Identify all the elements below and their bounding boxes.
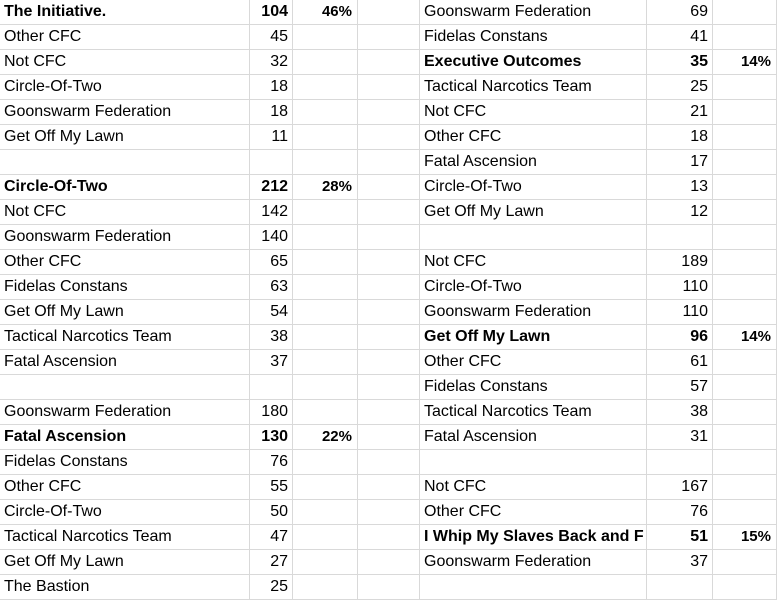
- right-count-cell[interactable]: [647, 575, 713, 600]
- right-count-cell[interactable]: 18: [647, 125, 713, 150]
- right-percent-cell[interactable]: [713, 575, 777, 600]
- right-alliance-name-cell[interactable]: Get Off My Lawn: [420, 200, 647, 225]
- left-alliance-name-cell[interactable]: Other CFC: [0, 250, 250, 275]
- right-count-cell[interactable]: 51: [647, 525, 713, 550]
- right-percent-cell[interactable]: [713, 250, 777, 275]
- left-alliance-name-cell[interactable]: Fidelas Constans: [0, 450, 250, 475]
- empty-cell[interactable]: [358, 250, 420, 275]
- empty-cell[interactable]: [358, 550, 420, 575]
- left-percent-cell[interactable]: [293, 375, 358, 400]
- left-count-cell[interactable]: [250, 150, 293, 175]
- empty-cell[interactable]: [358, 175, 420, 200]
- left-alliance-name-cell[interactable]: Get Off My Lawn: [0, 300, 250, 325]
- left-alliance-name-cell[interactable]: Circle-Of-Two: [0, 75, 250, 100]
- left-alliance-name-cell[interactable]: Goonswarm Federation: [0, 100, 250, 125]
- left-percent-cell[interactable]: 28%: [293, 175, 358, 200]
- left-alliance-name-cell[interactable]: Goonswarm Federation: [0, 225, 250, 250]
- left-count-cell[interactable]: 11: [250, 125, 293, 150]
- right-percent-cell[interactable]: [713, 200, 777, 225]
- right-percent-cell[interactable]: [713, 550, 777, 575]
- right-alliance-name-cell[interactable]: Executive Outcomes: [420, 50, 647, 75]
- left-percent-cell[interactable]: [293, 225, 358, 250]
- left-percent-cell[interactable]: [293, 300, 358, 325]
- left-alliance-name-cell[interactable]: Tactical Narcotics Team: [0, 325, 250, 350]
- right-alliance-name-cell[interactable]: [420, 225, 647, 250]
- right-count-cell[interactable]: [647, 225, 713, 250]
- left-percent-cell[interactable]: 46%: [293, 0, 358, 25]
- left-alliance-name-cell[interactable]: Fatal Ascension: [0, 350, 250, 375]
- right-count-cell[interactable]: 13: [647, 175, 713, 200]
- left-count-cell[interactable]: 63: [250, 275, 293, 300]
- empty-cell[interactable]: [358, 100, 420, 125]
- right-percent-cell[interactable]: [713, 350, 777, 375]
- right-percent-cell[interactable]: [713, 175, 777, 200]
- right-percent-cell[interactable]: [713, 100, 777, 125]
- empty-cell[interactable]: [358, 450, 420, 475]
- right-count-cell[interactable]: 96: [647, 325, 713, 350]
- right-percent-cell[interactable]: [713, 500, 777, 525]
- left-alliance-name-cell[interactable]: The Initiative.: [0, 0, 250, 25]
- right-count-cell[interactable]: 17: [647, 150, 713, 175]
- left-count-cell[interactable]: 54: [250, 300, 293, 325]
- right-alliance-name-cell[interactable]: Goonswarm Federation: [420, 550, 647, 575]
- empty-cell[interactable]: [358, 275, 420, 300]
- left-percent-cell[interactable]: [293, 575, 358, 600]
- left-count-cell[interactable]: 140: [250, 225, 293, 250]
- left-alliance-name-cell[interactable]: [0, 375, 250, 400]
- left-percent-cell[interactable]: [293, 50, 358, 75]
- right-count-cell[interactable]: 37: [647, 550, 713, 575]
- empty-cell[interactable]: [358, 75, 420, 100]
- right-alliance-name-cell[interactable]: Tactical Narcotics Team: [420, 400, 647, 425]
- left-count-cell[interactable]: 104: [250, 0, 293, 25]
- left-alliance-name-cell[interactable]: Fidelas Constans: [0, 275, 250, 300]
- right-percent-cell[interactable]: [713, 125, 777, 150]
- left-percent-cell[interactable]: [293, 75, 358, 100]
- left-percent-cell[interactable]: [293, 450, 358, 475]
- empty-cell[interactable]: [358, 475, 420, 500]
- right-percent-cell[interactable]: 14%: [713, 325, 777, 350]
- left-count-cell[interactable]: 130: [250, 425, 293, 450]
- right-percent-cell[interactable]: [713, 0, 777, 25]
- left-alliance-name-cell[interactable]: The Bastion: [0, 575, 250, 600]
- right-percent-cell[interactable]: [713, 450, 777, 475]
- right-alliance-name-cell[interactable]: Tactical Narcotics Team: [420, 75, 647, 100]
- left-count-cell[interactable]: 212: [250, 175, 293, 200]
- right-alliance-name-cell[interactable]: Circle-Of-Two: [420, 275, 647, 300]
- right-percent-cell[interactable]: [713, 375, 777, 400]
- left-percent-cell[interactable]: [293, 125, 358, 150]
- right-alliance-name-cell[interactable]: Other CFC: [420, 125, 647, 150]
- left-percent-cell[interactable]: [293, 100, 358, 125]
- empty-cell[interactable]: [358, 500, 420, 525]
- right-alliance-name-cell[interactable]: Not CFC: [420, 100, 647, 125]
- right-count-cell[interactable]: 167: [647, 475, 713, 500]
- left-count-cell[interactable]: 32: [250, 50, 293, 75]
- left-count-cell[interactable]: 50: [250, 500, 293, 525]
- right-count-cell[interactable]: 110: [647, 300, 713, 325]
- empty-cell[interactable]: [358, 0, 420, 25]
- empty-cell[interactable]: [358, 325, 420, 350]
- right-alliance-name-cell[interactable]: Other CFC: [420, 500, 647, 525]
- left-percent-cell[interactable]: [293, 250, 358, 275]
- right-percent-cell[interactable]: [713, 225, 777, 250]
- left-count-cell[interactable]: 55: [250, 475, 293, 500]
- right-alliance-name-cell[interactable]: [420, 575, 647, 600]
- right-percent-cell[interactable]: 14%: [713, 50, 777, 75]
- empty-cell[interactable]: [358, 125, 420, 150]
- right-alliance-name-cell[interactable]: Not CFC: [420, 250, 647, 275]
- left-alliance-name-cell[interactable]: Fatal Ascension: [0, 425, 250, 450]
- right-count-cell[interactable]: 110: [647, 275, 713, 300]
- right-alliance-name-cell[interactable]: Goonswarm Federation: [420, 300, 647, 325]
- right-count-cell[interactable]: 12: [647, 200, 713, 225]
- left-count-cell[interactable]: 27: [250, 550, 293, 575]
- left-alliance-name-cell[interactable]: Other CFC: [0, 475, 250, 500]
- right-alliance-name-cell[interactable]: Other CFC: [420, 350, 647, 375]
- left-percent-cell[interactable]: [293, 475, 358, 500]
- empty-cell[interactable]: [358, 300, 420, 325]
- right-alliance-name-cell[interactable]: Circle-Of-Two: [420, 175, 647, 200]
- left-percent-cell[interactable]: [293, 150, 358, 175]
- left-count-cell[interactable]: 142: [250, 200, 293, 225]
- right-alliance-name-cell[interactable]: Goonswarm Federation: [420, 0, 647, 25]
- left-count-cell[interactable]: 65: [250, 250, 293, 275]
- right-count-cell[interactable]: [647, 450, 713, 475]
- right-alliance-name-cell[interactable]: I Whip My Slaves Back and F: [420, 525, 647, 550]
- empty-cell[interactable]: [358, 350, 420, 375]
- left-alliance-name-cell[interactable]: Circle-Of-Two: [0, 500, 250, 525]
- right-alliance-name-cell[interactable]: Fatal Ascension: [420, 425, 647, 450]
- left-count-cell[interactable]: 38: [250, 325, 293, 350]
- right-percent-cell[interactable]: 15%: [713, 525, 777, 550]
- right-count-cell[interactable]: 69: [647, 0, 713, 25]
- right-percent-cell[interactable]: [713, 75, 777, 100]
- right-percent-cell[interactable]: [713, 25, 777, 50]
- left-alliance-name-cell[interactable]: Get Off My Lawn: [0, 125, 250, 150]
- right-count-cell[interactable]: 31: [647, 425, 713, 450]
- left-alliance-name-cell[interactable]: Circle-Of-Two: [0, 175, 250, 200]
- right-percent-cell[interactable]: [713, 400, 777, 425]
- right-count-cell[interactable]: 38: [647, 400, 713, 425]
- left-count-cell[interactable]: 180: [250, 400, 293, 425]
- right-alliance-name-cell[interactable]: Fidelas Constans: [420, 375, 647, 400]
- left-percent-cell[interactable]: [293, 525, 358, 550]
- left-alliance-name-cell[interactable]: Tactical Narcotics Team: [0, 525, 250, 550]
- left-percent-cell[interactable]: [293, 275, 358, 300]
- right-percent-cell[interactable]: [713, 150, 777, 175]
- left-percent-cell[interactable]: [293, 500, 358, 525]
- right-count-cell[interactable]: 189: [647, 250, 713, 275]
- right-alliance-name-cell[interactable]: Not CFC: [420, 475, 647, 500]
- right-count-cell[interactable]: 35: [647, 50, 713, 75]
- left-percent-cell[interactable]: [293, 400, 358, 425]
- left-percent-cell[interactable]: [293, 550, 358, 575]
- left-alliance-name-cell[interactable]: Get Off My Lawn: [0, 550, 250, 575]
- left-count-cell[interactable]: 45: [250, 25, 293, 50]
- empty-cell[interactable]: [358, 150, 420, 175]
- right-count-cell[interactable]: 57: [647, 375, 713, 400]
- right-percent-cell[interactable]: [713, 300, 777, 325]
- left-count-cell[interactable]: [250, 375, 293, 400]
- right-alliance-name-cell[interactable]: [420, 450, 647, 475]
- left-count-cell[interactable]: 18: [250, 100, 293, 125]
- left-alliance-name-cell[interactable]: Not CFC: [0, 50, 250, 75]
- left-count-cell[interactable]: 25: [250, 575, 293, 600]
- right-count-cell[interactable]: 61: [647, 350, 713, 375]
- right-percent-cell[interactable]: [713, 275, 777, 300]
- empty-cell[interactable]: [358, 575, 420, 600]
- right-alliance-name-cell[interactable]: Get Off My Lawn: [420, 325, 647, 350]
- left-count-cell[interactable]: 18: [250, 75, 293, 100]
- left-percent-cell[interactable]: [293, 200, 358, 225]
- empty-cell[interactable]: [358, 25, 420, 50]
- empty-cell[interactable]: [358, 225, 420, 250]
- left-percent-cell[interactable]: [293, 325, 358, 350]
- left-count-cell[interactable]: 37: [250, 350, 293, 375]
- right-count-cell[interactable]: 41: [647, 25, 713, 50]
- right-count-cell[interactable]: 21: [647, 100, 713, 125]
- left-alliance-name-cell[interactable]: Goonswarm Federation: [0, 400, 250, 425]
- empty-cell[interactable]: [358, 400, 420, 425]
- right-percent-cell[interactable]: [713, 425, 777, 450]
- left-count-cell[interactable]: 76: [250, 450, 293, 475]
- empty-cell[interactable]: [358, 200, 420, 225]
- left-percent-cell[interactable]: 22%: [293, 425, 358, 450]
- right-count-cell[interactable]: 25: [647, 75, 713, 100]
- empty-cell[interactable]: [358, 525, 420, 550]
- left-percent-cell[interactable]: [293, 350, 358, 375]
- right-count-cell[interactable]: 76: [647, 500, 713, 525]
- empty-cell[interactable]: [358, 425, 420, 450]
- right-percent-cell[interactable]: [713, 475, 777, 500]
- left-alliance-name-cell[interactable]: Not CFC: [0, 200, 250, 225]
- empty-cell[interactable]: [358, 375, 420, 400]
- right-alliance-name-cell[interactable]: Fatal Ascension: [420, 150, 647, 175]
- empty-cell[interactable]: [358, 50, 420, 75]
- left-count-cell[interactable]: 47: [250, 525, 293, 550]
- right-alliance-name-cell[interactable]: Fidelas Constans: [420, 25, 647, 50]
- left-alliance-name-cell[interactable]: [0, 150, 250, 175]
- left-percent-cell[interactable]: [293, 25, 358, 50]
- left-alliance-name-cell[interactable]: Other CFC: [0, 25, 250, 50]
